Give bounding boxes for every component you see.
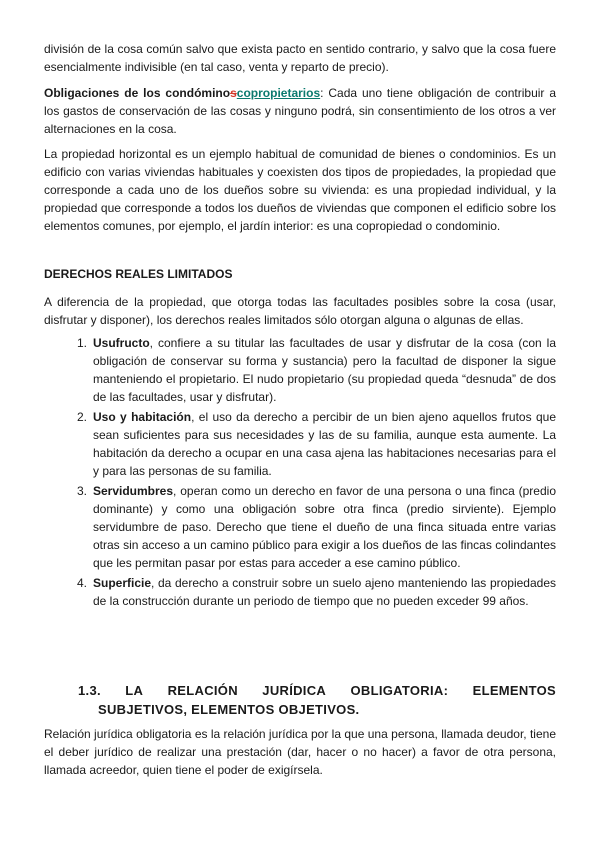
section-title-word: RELACIÓN bbox=[167, 683, 238, 698]
list-number: 4. bbox=[77, 576, 88, 590]
deleted-revision: s bbox=[230, 86, 237, 100]
list-item bbox=[64, 334, 556, 406]
intro-paragraph: división de la cosa común salvo que exista pacto en sentido contrario, y salvo que la cosa fuere esencialmente indivisible (en tal caso, venta y reparto de precio). bbox=[44, 42, 556, 74]
list-text: , el uso da derecho a percibir de un bien ajeno aquellos frutos que sean suficientes para sus necesidades y las de su familia, aunque esta aumente. La habitación da derecho a ocupar en una casa ajena las habitaciones necesarias para el y para las personas de su familia. bbox=[93, 410, 556, 478]
list-item bbox=[64, 482, 556, 572]
list-item bbox=[64, 408, 556, 480]
list-term: Servidumbres bbox=[93, 484, 174, 498]
section-title-line1 bbox=[78, 681, 556, 700]
section-title-word: ELEMENTOS bbox=[472, 683, 556, 698]
inserted-revision: copropietarios bbox=[236, 86, 321, 100]
list-number: 1. bbox=[77, 336, 88, 350]
list-number: 2. bbox=[77, 410, 88, 424]
derechos-list bbox=[64, 334, 556, 612]
section-number: 1.3. bbox=[78, 683, 101, 698]
list-term: Usufructo bbox=[93, 336, 150, 350]
obligaciones-text: : Cada uno tiene obligación de contribuir a los gastos de conservación de las cosas y ninguno podrá, sin consentimiento de los otros a ver alternaciones en la cosa. bbox=[44, 86, 556, 136]
relacion-paragraph: Relación jurídica obligatoria es la relación jurídica por la que una persona, llamada deudor, tiene el deber jurídico de realizar una prestación (dar, hacer o no hacer) a favor de otra persona, llamada acreedor, quien tiene el poder de exigírsela. bbox=[44, 727, 556, 777]
section-title bbox=[78, 681, 556, 719]
section-title-word: OBLIGATORIA: bbox=[350, 683, 449, 698]
obligaciones-paragraph bbox=[44, 84, 556, 138]
derechos-heading: DERECHOS REALES LIMITADOS bbox=[44, 267, 233, 281]
list-text: , confiere a su titular las facultades de usar y disfrutar de la cosa (con la obligación de conservar su forma y sustancia) pero la facultad de disponer la sigue manteniendo el propietario. El nudo propietario (su propiedad queda “desnuda” de dos de las facultades, usar y disfrutar). bbox=[93, 336, 556, 404]
section-title-line2: SUBJETIVOS, ELEMENTOS OBJETIVOS. bbox=[98, 702, 360, 717]
obligaciones-label: Obligaciones de los condómino bbox=[44, 86, 231, 100]
list-item bbox=[64, 574, 556, 610]
section-title-word: JURÍDICA bbox=[262, 683, 327, 698]
section-title-word: LA bbox=[125, 683, 144, 698]
list-text: , operan como un derecho en favor de una persona o una finca (predio dominante) y como una obligación sobre otra finca (predio sirviente). Ejemplo servidumbre de paso. Derecho que tiene el dueño de una finca situada entre varias otras sin acceso a un camino público para exigir a los dueños de las fincas colindantes que les permitan pasar por estas para acceder a ese camino público. bbox=[93, 484, 556, 570]
derechos-intro-paragraph: A diferencia de la propiedad, que otorga todas las facultades posibles sobre la cosa (usar, disfrutar y disponer), los derechos reales limitados sólo otorgan alguna o algunas de ellas. bbox=[44, 295, 556, 327]
list-term: Uso y habitación bbox=[93, 410, 192, 424]
list-term: Superficie bbox=[93, 576, 152, 590]
list-text: , da derecho a construir sobre un suelo ajeno manteniendo las propiedades de la construcción durante un periodo de tiempo que no pueden exceder 99 años. bbox=[93, 576, 556, 608]
propiedad-horizontal-paragraph: La propiedad horizontal es un ejemplo habitual de comunidad de bienes o condominios. Es un edificio con varias viviendas habituales y coexisten dos tipos de propiedades, la propiedad que corresponde a cada uno de los dueños sobre su vivienda: es una propiedad individual, y la propiedad que corresponde a todos los dueños de viviendas que componen el edificio sobre los elementos comunes, por ejemplo, el jardín interior: es una copropiedad o condominio. bbox=[44, 147, 556, 233]
list-number: 3. bbox=[77, 484, 88, 498]
